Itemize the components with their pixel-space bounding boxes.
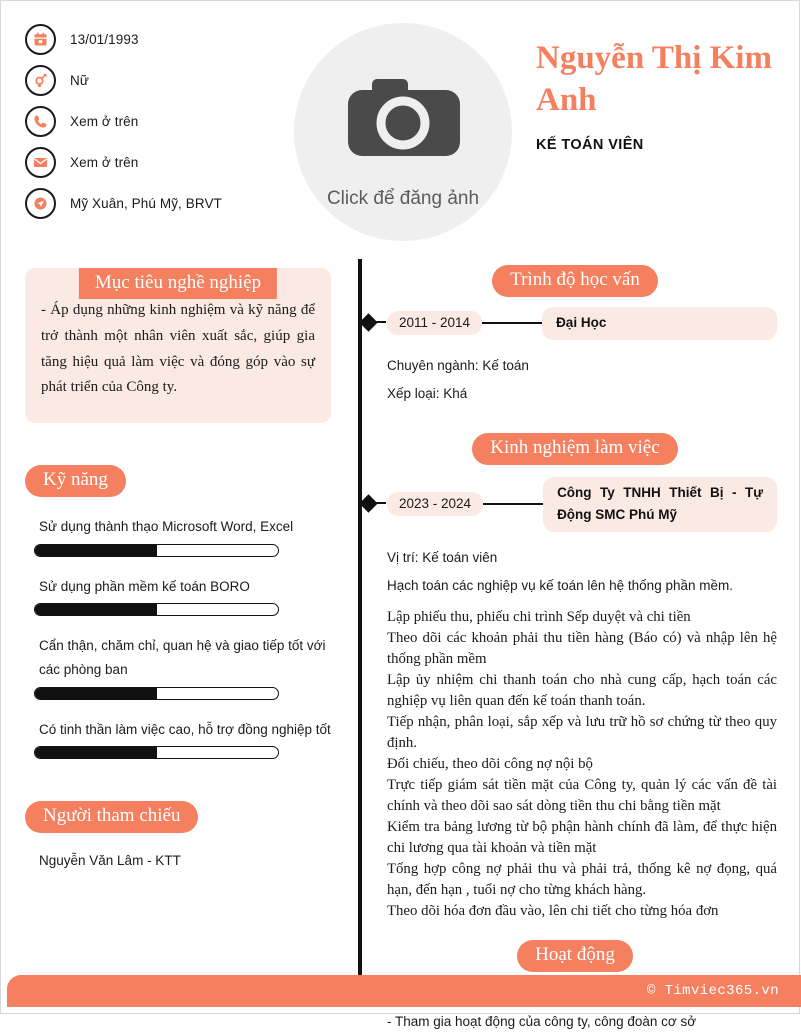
duty-line: Tổng hợp công nợ phải thu và phải trả, thống kê nợ đọng, quá hạn, đến hạn , tuổi nợ cho từng khách hàng. (387, 861, 777, 899)
chip-connector-line (482, 322, 542, 324)
cv-header (1, 1, 799, 251)
footer-bar (7, 975, 801, 1007)
education-entry (387, 307, 777, 340)
chip-connector-line (483, 503, 543, 505)
contact-value-location: Mỹ Xuân, Phú Mỹ, BRVT (70, 196, 222, 211)
left-column (1, 251, 351, 1036)
education-section (373, 265, 777, 407)
education-grade: Xếp loại: Khá (387, 385, 468, 401)
contact-row-email (25, 142, 305, 183)
objective-text: - Áp dụng những kinh nghiệm và kỹ năng để trở thành một nhân viên xuất sắc, giúp gia tăng hiệu quả làm việc và đóng góp vào sự phát triển của Công ty. (41, 302, 315, 396)
contact-row-location (25, 183, 305, 224)
duty-line: Theo dõi hóa đơn đầu vào, lên chi tiết cho từng hóa đơn (387, 903, 719, 920)
duty-line: Đối chiếu, theo dõi công nợ nội bộ (387, 756, 593, 773)
contact-value-phone: Xem ở trên (70, 114, 139, 129)
experience-details (387, 544, 777, 922)
contact-value-gender: Nữ (70, 73, 89, 88)
experience-summary: Hạch toán các nghiệp vụ kế toán lên hệ thống phần mềm. (387, 577, 733, 593)
duty-line: Trực tiếp giám sát tiền mặt của Công ty, quản lý các vấn đề tài chính và theo dõi sao sát dòng tiền thu chi bằng tiền mặt (387, 777, 777, 815)
objective-section (25, 268, 331, 423)
skill-bar-fill (35, 545, 157, 556)
skill-bar-fill (35, 604, 157, 615)
skill-item (25, 575, 331, 617)
reference-text: Nguyễn Văn Lâm - KTT (39, 853, 181, 869)
skills-heading: Kỹ năng (25, 465, 126, 497)
candidate-job-title: KẾ TOÁN VIÊN (536, 137, 644, 154)
footer-watermark: © Timviec365.vn (646, 983, 779, 999)
duty-line: Lập phiếu thu, phiếu chi trình Sếp duyệt và chi tiền (387, 609, 691, 626)
skill-label: Có tinh thần làm việc cao, hỗ trợ đồng nghiệp tốt (39, 721, 331, 737)
timeline-connector (372, 502, 386, 504)
education-heading: Trình độ học vấn (492, 265, 658, 297)
education-major: Chuyên ngành: Kế toán (387, 357, 529, 373)
experience-company: Công Ty TNHH Thiết Bị - Tự Động SMC Phú Mỹ (543, 477, 777, 532)
phone-icon (25, 106, 56, 137)
education-details (387, 352, 777, 407)
skill-label: Cẩn thận, chăm chỉ, quan hệ và giao tiếp tốt với các phòng ban (39, 638, 326, 678)
contact-row-gender (25, 60, 305, 101)
reference-heading: Người tham chiếu (25, 801, 198, 833)
calendar-icon (25, 24, 56, 55)
skill-item (25, 515, 331, 557)
contact-value-email: Xem ở trên (70, 155, 139, 170)
experience-position: Vị trí: Kế toán viên (387, 549, 498, 565)
objective-heading: Mục tiêu nghề nghiệp (79, 268, 277, 299)
activity-line: - Tham gia hoạt động của công ty, công đoàn cơ sở (387, 1013, 697, 1029)
skill-bar-fill (35, 688, 157, 699)
education-period: 2011 - 2014 (387, 311, 482, 335)
skill-label: Sử dụng phần mềm kế toán BORO (39, 578, 250, 594)
skill-item (25, 634, 331, 699)
candidate-name: Nguyễn Thị Kim Anh (536, 40, 772, 119)
right-column (351, 251, 799, 1036)
email-icon (25, 147, 56, 178)
reference-section (25, 801, 331, 868)
skills-section (25, 465, 331, 759)
skill-bar (34, 746, 279, 759)
experience-period: 2023 - 2024 (387, 492, 483, 516)
duty-line: Theo dõi các khoản phải thu tiền hàng (Báo có) và nhập lên hệ thống phần mềm (387, 630, 777, 668)
activities-heading: Hoạt động (517, 940, 633, 972)
skill-bar-fill (35, 747, 157, 758)
experience-heading: Kinh nghiệm làm việc (472, 433, 677, 465)
photo-upload-area[interactable] (294, 23, 512, 241)
contact-value-birthdate: 13/01/1993 (70, 32, 139, 47)
location-icon (25, 188, 56, 219)
skill-bar (34, 603, 279, 616)
skill-bar (34, 544, 279, 557)
skill-item (25, 718, 331, 760)
skill-label: Sử dụng thành thạo Microsoft Word, Excel (39, 519, 294, 535)
duty-line: Tiếp nhận, phân loại, sắp xếp và lưu trữ hồ sơ chứng từ theo quy định. (387, 714, 777, 752)
cv-body (1, 251, 799, 1036)
timeline-connector (372, 321, 386, 323)
name-block (536, 37, 786, 153)
contact-row-birthdate (25, 19, 305, 60)
contact-list (25, 19, 305, 224)
duty-line: Lập ủy nhiệm chi thanh toán cho nhà cung cấp, hạch toán các nghiệp vụ liên quan đến kế toán thanh toán. (387, 672, 777, 710)
experience-section (373, 433, 777, 922)
camera-icon (337, 65, 469, 174)
skill-bar (34, 687, 279, 700)
education-school: Đại Học (542, 307, 777, 340)
experience-entry (387, 477, 777, 532)
photo-upload-label: Click để đăng ảnh (326, 187, 480, 209)
duty-line: Kiểm tra bảng lương từ bộ phận hành chính đã làm, để thực hiện chi lương qua tài khoản và tiền mặt (387, 819, 777, 857)
experience-duty-list (387, 607, 777, 922)
gender-icon (25, 65, 56, 96)
contact-row-phone (25, 101, 305, 142)
